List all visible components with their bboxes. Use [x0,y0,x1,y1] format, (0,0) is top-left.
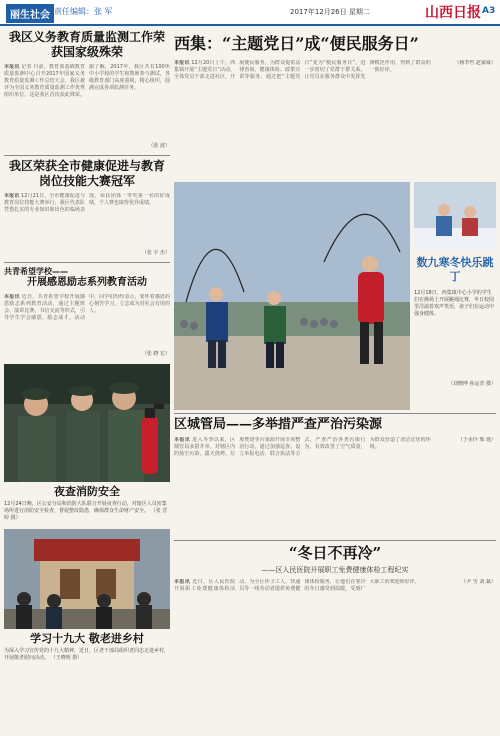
main-headline: 西集：“主题党日”成“便民服务日” [174,34,419,53]
article-body: 近日，区人民医院开展职工免费健康体检活动，为全区环卫工人、快递员等一线劳动者提供免费健康体检服务，让他们在寒冷的冬日感受到温暖，受到广大职工的欢迎和好评。 [174,578,420,592]
article-title: 开展感恩励志系列教育活动 [27,277,147,288]
section-brand: 丽生社会 [6,4,54,23]
article-credit: （于美玲 邢 逸） [457,437,496,444]
issue-date: 2017年12月26日 星期二 [290,8,370,16]
article-title: 区城管局——多举措严查严治污染源 [174,417,383,432]
article-credit: （张 晓 宏） [141,350,170,357]
sidebar-credit: （刘晓博 孙运青 摄） [447,380,496,387]
article-body: 近日，共青希望学校开展感恩励志系列教育活动，通过主题班会、演讲比赛、书信交流等形式，引导学生学会感恩、励志成才。活动中，同学们纷纷表示，要怀着感恩的心刻苦学习，立志成为对社会有用的人。 [4,293,170,321]
article-credit: （张 波） [148,143,170,149]
article-title: 我区义务教育质量监测工作荣获国家级殊荣 [8,30,165,59]
article-body: 12月21日，全市健康促进与教育岗位技能大赛举行，我区代表队凭借扎实的专业知识和出色的临场表现，荣获团体一等奖第一名的好成绩，个人赛也取得优异成绩。 [4,193,170,213]
photo-title: 学习十九大 敬老进乡村 [30,631,144,645]
photo-credit: （张 晋 婷 摄） [4,507,168,521]
article-lead: 本报讯 [4,64,20,70]
right-area [174,30,496,674]
photo-title: 夜查消防安全 [54,485,120,498]
article-lead: 本报讯 [4,293,20,300]
jump-rope-image [174,182,410,410]
article-city-management [174,417,496,537]
article-hospital [174,544,496,674]
divider [4,155,170,156]
elderly-visit-image [4,529,170,629]
newspaper-logo: 山西日报 [425,5,481,21]
article-credit: （杨李哲 赵家威） [454,60,496,66]
sidebar-caption: 12月18日，西集镇中心小学的学生们在操场上开展跳绳比赛，冬日校园里洋溢着欢声笑语，孩子们在运动中强身健体。 [414,289,495,317]
article-education [4,30,170,152]
sidebar-title: 数九寒冬快乐跳丁 [416,256,494,283]
divider [174,540,496,541]
article-body: 12月20日上午，西集镇开展“主题党日”活动，全体党员干部走进社区，开展便民服务，为群众提供法律咨询、健康体检、政策宣讲等服务。通过把“主题党日”变为“便民服务日”，进一步密切了党群干群关系，让党员在服务群众中发挥先锋模范作用，得到了群众的一致好评。 [174,60,431,80]
article-lead: 本报讯 [174,578,191,585]
left-column [4,30,170,670]
section-editor: 责任编辑：张 军 [54,7,113,16]
article-health-contest [4,159,170,259]
page-number: A3 [482,6,496,16]
photo-elderly-visit [4,529,170,629]
divider [174,413,496,414]
photo-fire-inspection [4,364,170,482]
fire-inspection-image [4,364,170,482]
sidebar-snow-activity [414,182,496,410]
article-lead: 本报讯 [174,437,191,444]
divider [4,262,170,263]
article-body: 记者 日前，教育部基础教育质量监测中心召开2017年国家义务教育质量监测工作总结大会，我区被评为全国义务教育质量监测工作优秀组织单位，这是我区首次获此殊荣。据了解，2017年，我区共有100所中小学校的学生和教师参与测试，各级教育部门高度重视，精心组织，圆满完成各项监测任务。 [4,64,170,98]
page-header [0,0,500,26]
winter-image [414,182,496,250]
article-title: “冬日不再冷” [288,544,382,562]
winter-photo [414,182,496,250]
article-kicker: 共青希望学校—— [4,267,68,276]
article-lead: 本报讯 [174,60,190,66]
article-title: 我区荣获全市健康促进与教育岗位技能大赛冠军 [8,159,165,188]
photo-jump-rope [174,182,410,410]
photo-caption: 12月24日晚，区公安分局和消防大队联合开展夜查行动，对辖区人员密集场所进行消防安全检查，督促整改隐患，确保群众生命财产安全。 [4,500,167,514]
article-credit: （尹 雪 刘 斌） [461,578,496,585]
photo-caption: 为深入学习宣传党的十九大精神，近日，区老干部局组织老同志走进乡村，开展敬老慰问活动。 [4,647,170,661]
article-credit: （张 宇 杰） [141,250,170,256]
photo-credit: （王晓明 摄） [50,654,83,661]
article-subtitle: ——区人民医院开展职工免费健康体检工程纪实 [261,565,409,574]
article-lead: 本报讯 [4,193,20,199]
article-body: 进入冬季以来，区城管局多措并举，对辖区内的扬尘污染、露天烧烤、垃圾焚烧等污染源开展专项整治行动。通过加强巡查、设立举报电话、联合执法等方式，严查严治各类污染行为，有效改善了空气质量，为群众营造了清洁宜居的环境。 [174,437,431,458]
article-school [4,266,170,362]
